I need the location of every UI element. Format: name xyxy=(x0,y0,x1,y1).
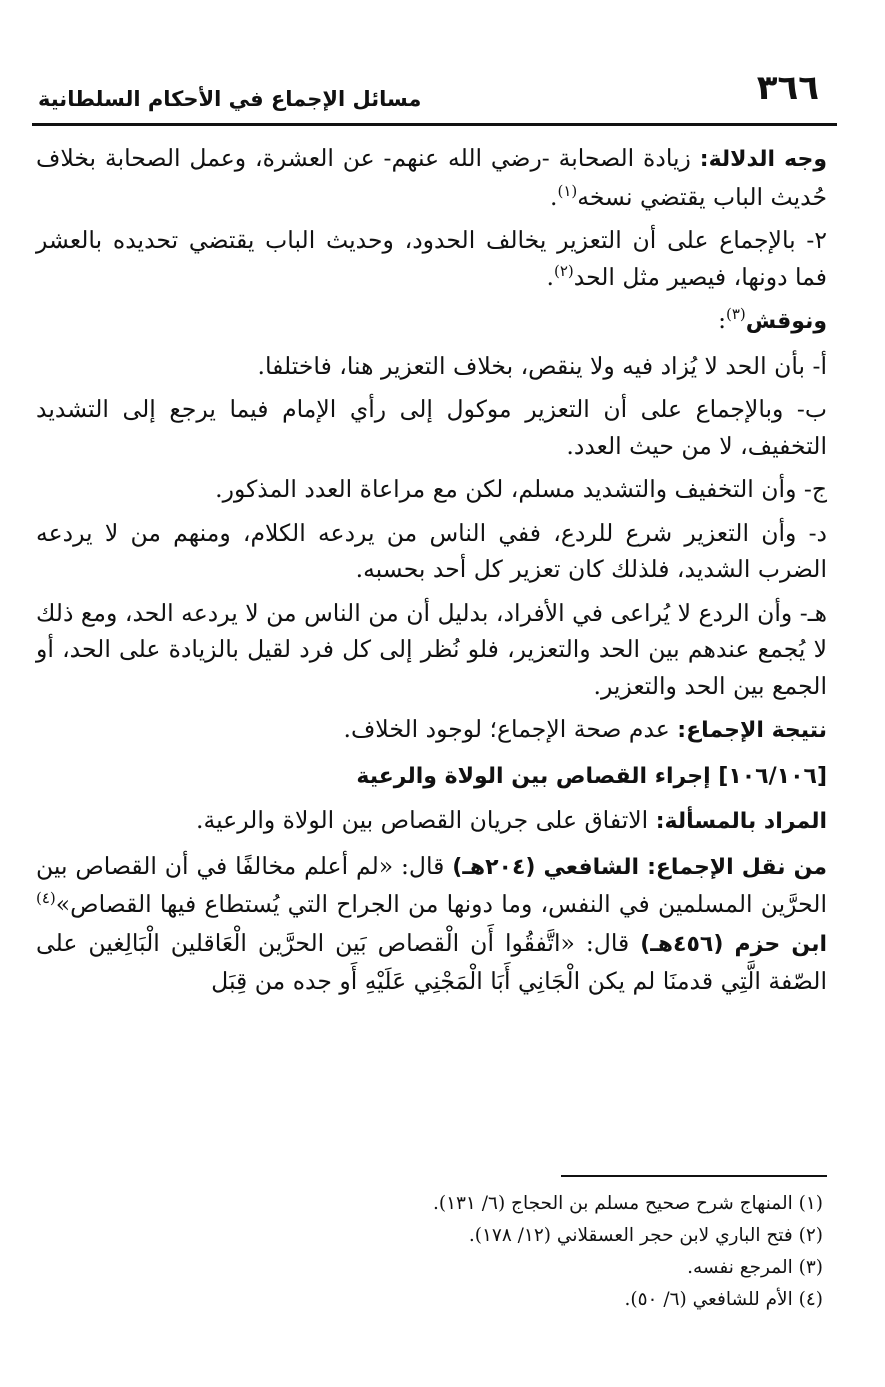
page-body xyxy=(36,140,827,1007)
paragraph-transmitters xyxy=(36,848,827,1000)
header-divider xyxy=(32,123,837,126)
paragraph-meaning xyxy=(36,802,827,841)
paragraph-text: ٢- بالإجماع على أن التعزير يخالف الحدود، وحديث الباب يقتضي تحديده بالعشر فما دونها، فيصير مثل الحد xyxy=(36,226,827,291)
footnote-item: (١) المنهاج شرح صحيح مسلم بن الحجاج (٦/ ١٣١). xyxy=(432,1193,823,1214)
footnote-ref: (٣) xyxy=(725,305,746,324)
footnote-divider xyxy=(561,1175,827,1177)
scholar-name: ابن حزم (٤٥٦هـ) xyxy=(640,931,827,957)
paragraph-point-c: ج- وأن التخفيف والتشديد مسلم، لكن مع مراعاة العدد المذكور. xyxy=(215,475,827,503)
paragraph-text: زيادة الصحابة -رضي الله عنهم- عن العشرة، وعمل الصحابة بخلاف حُديث الباب يقتضي نسخه xyxy=(36,144,827,211)
paragraph-point-2 xyxy=(36,222,827,295)
punctuation: . xyxy=(546,262,554,291)
page-number: ٣٦٦ xyxy=(756,68,819,108)
issue-title: [١٠٦/١٠٦] إجراء القصاص بين الولاة والرعية xyxy=(356,763,827,789)
footnote-item: (٣) المرجع نفسه. xyxy=(687,1257,823,1278)
quote-text: قال: «اتَّفقُوا أَن الْقصاص بَين الحرَّين الْعَاقلين الْبَالِغين على الصّفة الَّتِي قدمنَا لم يكن الْجَانِي أَبَا الْمَجْنِي عَلَيْهِ أَو جده من قِبَل xyxy=(36,928,827,995)
footnote-ref: (١) xyxy=(557,181,578,200)
footnote-ref: (٢) xyxy=(553,261,574,280)
paragraph-evidence xyxy=(36,140,827,215)
paragraph-point-d: د- وأن التعزير شرع للردع، ففي الناس من يردعه الكلام، ومنهم من لا يردعه الضرب الشديد، فلذلك كان تعزير كل أحد بحسبه. xyxy=(36,518,827,583)
footnotes xyxy=(60,1188,823,1316)
paragraph-text: الاتفاق على جريان القصاص بين الولاة والرعية. xyxy=(196,806,656,834)
scholar-name: الشافعي (٢٠٤هـ) xyxy=(452,854,648,880)
running-title: مسائل الإجماع في الأحكام السلطانية xyxy=(38,87,422,111)
paragraph-point-b: ب- وبالإجماع على أن التعزير موكول إلى رأي الإمام فيما يرجع إلى التشديد التخفيف، لا من حيث العدد. xyxy=(36,395,827,460)
section-label: من نقل الإجماع: xyxy=(647,854,827,880)
quote-text: قال: «لم أعلم مخالفًا في أن القصاص بين الحرَّين المسلمين في النفس، وما دونها من الجراح التي يُستطاع فيها القصاص» xyxy=(36,851,827,918)
section-label: المراد بالمسألة: xyxy=(655,809,827,834)
section-label: نتيجة الإجماع: xyxy=(677,718,827,743)
paragraph-result xyxy=(36,711,827,750)
footnote-item: (٢) فتح الباري لابن حجر العسقلاني (١٢/ ١٧٨). xyxy=(468,1225,823,1246)
footnote-ref: (٤) xyxy=(36,889,56,908)
section-label: ونوقش xyxy=(745,309,827,334)
footnote-item: (٤) الأم للشافعي (٦/ ٥٠). xyxy=(624,1289,823,1310)
paragraph-point-a: أ- بأن الحد لا يُزاد فيه ولا ينقص، بخلاف التعزير هنا، فاختلفا. xyxy=(257,351,827,380)
issue-heading xyxy=(36,757,827,796)
paragraph-point-e: هـ- وأن الردع لا يُراعى في الأفراد، بدليل أن من الناس من لا يردعه الحد، ومع ذلك لا يُجمع عندهم بين الحد والتعزير، فلو نُظر إلى كل فرد لقيل بالزيادة على الحد، أو الجمع بين الحد والتعزير. xyxy=(36,598,827,700)
page-header xyxy=(32,66,837,126)
paragraph-text: عدم صحة الإجماع؛ لوجود الخلاف. xyxy=(343,715,678,743)
section-label: وجه الدلالة: xyxy=(699,147,828,172)
punctuation: . xyxy=(550,182,558,211)
punctuation: : xyxy=(718,306,726,334)
paragraph-discussion xyxy=(36,302,827,341)
